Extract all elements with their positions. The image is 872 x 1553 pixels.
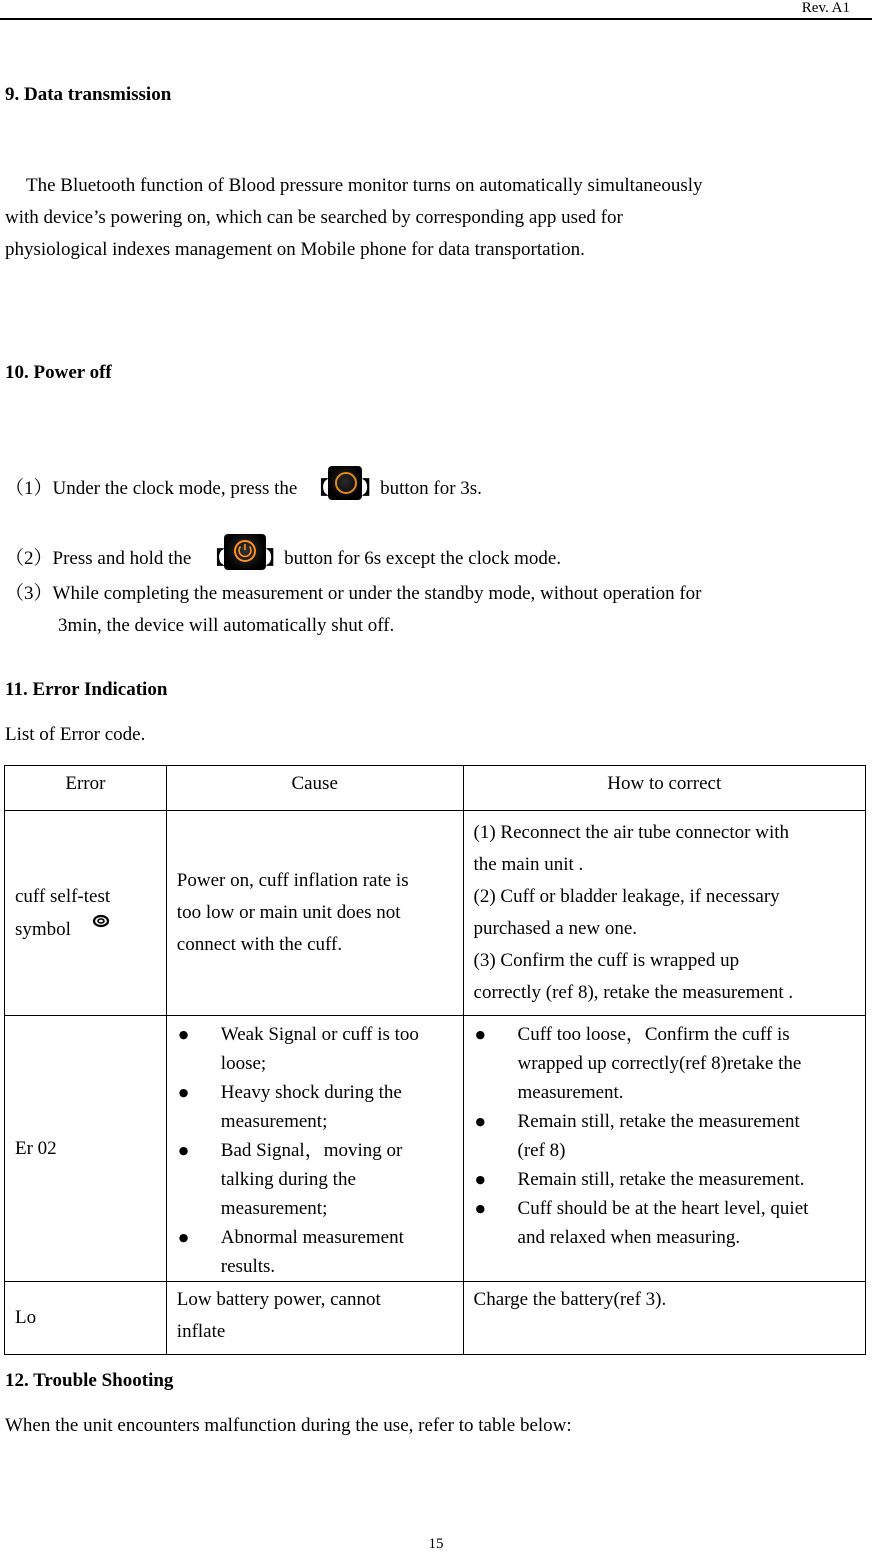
section-10-title: 10. Power off bbox=[5, 362, 112, 383]
error-er02: Er 02 bbox=[15, 1137, 57, 1159]
list-item: ● Abnormal measurement results. bbox=[177, 1223, 451, 1281]
error-list-intro: List of Error code. bbox=[5, 724, 146, 745]
list-item: ● Weak Signal or cuff is too loose; bbox=[177, 1020, 451, 1078]
clock-button-icon bbox=[328, 466, 362, 500]
error-lo: Lo bbox=[15, 1307, 37, 1328]
section-9-line-3: physiological indexes management on Mobile phone for data transportation. bbox=[5, 239, 585, 260]
section-9-line-1: The Bluetooth function of Blood pressure monitor turns on automatically simultaneously bbox=[26, 175, 703, 196]
cause-er02-list bbox=[167, 1016, 463, 1281]
correct-cuff-self-test: (1) Reconnect the air tube connector with the main unit . (2) Cuff or bladder leakage, if necessary purchased a new one. (3) Confirm the cuff is wrapped up correctly (ref 8), retake the measurement . bbox=[473, 822, 794, 1003]
list-item: ● Bad Signal，moving or talking during the measurement; bbox=[177, 1136, 451, 1223]
power-off-step-1 bbox=[5, 466, 482, 505]
error-cuff-self-test: cuff self-test symbol bbox=[15, 885, 111, 940]
cause-lo: Low battery power, cannot inflate bbox=[176, 1289, 381, 1342]
step-2-suffix: button for 6s except the clock mode. bbox=[284, 548, 562, 569]
header-rule bbox=[0, 18, 872, 20]
list-item: ● Cuff too loose，Confirm the cuff is wrapped up correctly(ref 8)retake the measurement. bbox=[474, 1020, 857, 1107]
header-how-to-correct: How to correct bbox=[463, 766, 865, 811]
table-row bbox=[5, 811, 866, 1016]
step-1-number: （1） bbox=[5, 478, 53, 499]
table-row bbox=[5, 1282, 866, 1355]
cuff-symbol-icon bbox=[90, 913, 112, 929]
step-3-number: （3） bbox=[5, 583, 53, 604]
list-item: ● Cuff should be at the heart level, quiet and relaxed when measuring. bbox=[474, 1194, 857, 1252]
correct-er02-list bbox=[464, 1016, 865, 1252]
section-12-title: 12. Trouble Shooting bbox=[5, 1370, 174, 1391]
bracket-close: 】 bbox=[266, 548, 285, 569]
header-error: Error bbox=[5, 766, 167, 811]
bracket-open: 【 bbox=[206, 548, 225, 569]
bracket-open: 【 bbox=[310, 478, 329, 499]
step-2-number: （2） bbox=[5, 548, 53, 569]
revision-label: Rev. A1 bbox=[801, 0, 850, 16]
section-9-line-2: with device’s powering on, which can be searched by corresponding app used for bbox=[5, 207, 623, 228]
table-row bbox=[5, 1016, 866, 1282]
power-off-step-3 bbox=[5, 578, 702, 610]
section-11-title: 11. Error Indication bbox=[5, 679, 168, 700]
step-3-line-2: 3min, the device will automatically shut off. bbox=[58, 615, 395, 636]
table-header-row bbox=[5, 766, 866, 811]
step-1-text: Under the clock mode, press the bbox=[52, 478, 298, 499]
trouble-shooting-intro: When the unit encounters malfunction during the use, refer to table below: bbox=[5, 1415, 572, 1436]
step-2-text: Press and hold the bbox=[52, 548, 192, 569]
cause-cuff-self-test: Power on, cuff inflation rate is too low or main unit does not connect with the cuff. bbox=[176, 870, 409, 955]
power-off-step-2 bbox=[5, 534, 561, 575]
list-item: ● Remain still, retake the measurement (ref 8) bbox=[474, 1107, 857, 1165]
power-button-icon bbox=[224, 534, 266, 570]
page-number: 15 bbox=[428, 1536, 444, 1552]
bracket-close: 】 bbox=[362, 478, 381, 499]
step-1-suffix: button for 3s. bbox=[380, 478, 482, 499]
step-3-line-1: While completing the measurement or under the standby mode, without operation for bbox=[52, 583, 702, 604]
list-item: ● Remain still, retake the measurement. bbox=[474, 1165, 857, 1194]
header-cause: Cause bbox=[166, 766, 463, 811]
error-code-table bbox=[4, 765, 866, 1355]
correct-lo: Charge the battery(ref 3). bbox=[473, 1289, 667, 1310]
list-item: ● Heavy shock during the measurement; bbox=[177, 1078, 451, 1136]
section-9-title: 9. Data transmission bbox=[5, 84, 172, 105]
